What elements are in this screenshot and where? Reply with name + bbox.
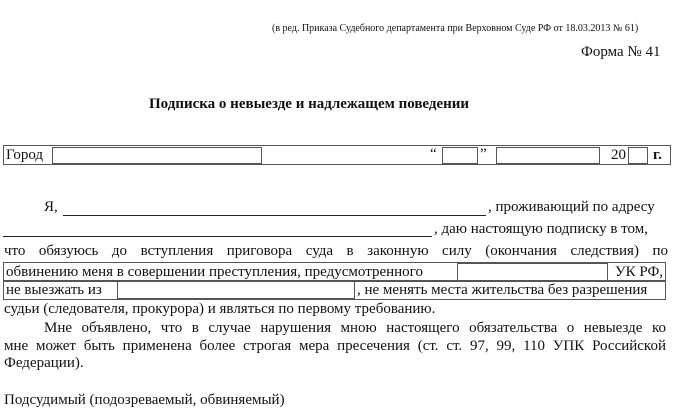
year-suffix: г. (653, 147, 662, 163)
page-title: Подписка о невыезде и надлежащем поведении (149, 96, 470, 112)
appear-on-demand-text: судьи (следователя, прокурора) и являться по первому требованию. (4, 301, 436, 317)
quote-close: ” (480, 146, 487, 162)
signature-label: Подсудимый (подозреваемый, обвиняемый) (4, 392, 285, 408)
no-leave-label: не выезжать из (6, 282, 102, 298)
warning-text-line-3: Федерации). (4, 355, 84, 371)
obligation-text-line: что обязуюсь до вступления приговора суда в законную силу (окончания следствия) по (4, 243, 668, 259)
give-subscription-label: , даю настоящую подписку в том, (434, 221, 648, 237)
article-field[interactable] (457, 263, 608, 281)
uk-rf-label: УК РФ, (615, 264, 664, 280)
warning-text-line-2: мне может быть применена более строгая мера пресечения (ст. ст. 97, 99, 110 УПК Российской (4, 338, 666, 354)
ya-label: Я, (44, 199, 58, 215)
full-name-field[interactable] (63, 200, 486, 216)
edition-note: (в ред. Приказа Судебного департамента при Верховном Суде РФ от 18.03.2013 № 61) (272, 23, 639, 34)
city-label: Город (6, 147, 44, 163)
address-field[interactable] (3, 221, 432, 237)
warning-text-line-1: Мне объявлено, что в случае нарушения мною настоящего обязательства о невыезде ко (44, 320, 666, 336)
locality-field[interactable] (117, 281, 355, 299)
century-label: 20 (611, 147, 626, 163)
month-field[interactable] (496, 147, 600, 164)
day-field[interactable] (442, 147, 478, 164)
residing-label: , проживающий по адресу (488, 199, 655, 215)
charge-label: обвинению меня в совершении преступления, предусмотренного (6, 264, 423, 280)
quote-open: “ (430, 146, 437, 162)
form-number: Форма № 41 (581, 44, 661, 60)
year-field[interactable] (628, 147, 648, 164)
city-field[interactable] (52, 147, 262, 164)
no-change-residence-label: , не менять места жительства без разрешения (357, 282, 648, 298)
